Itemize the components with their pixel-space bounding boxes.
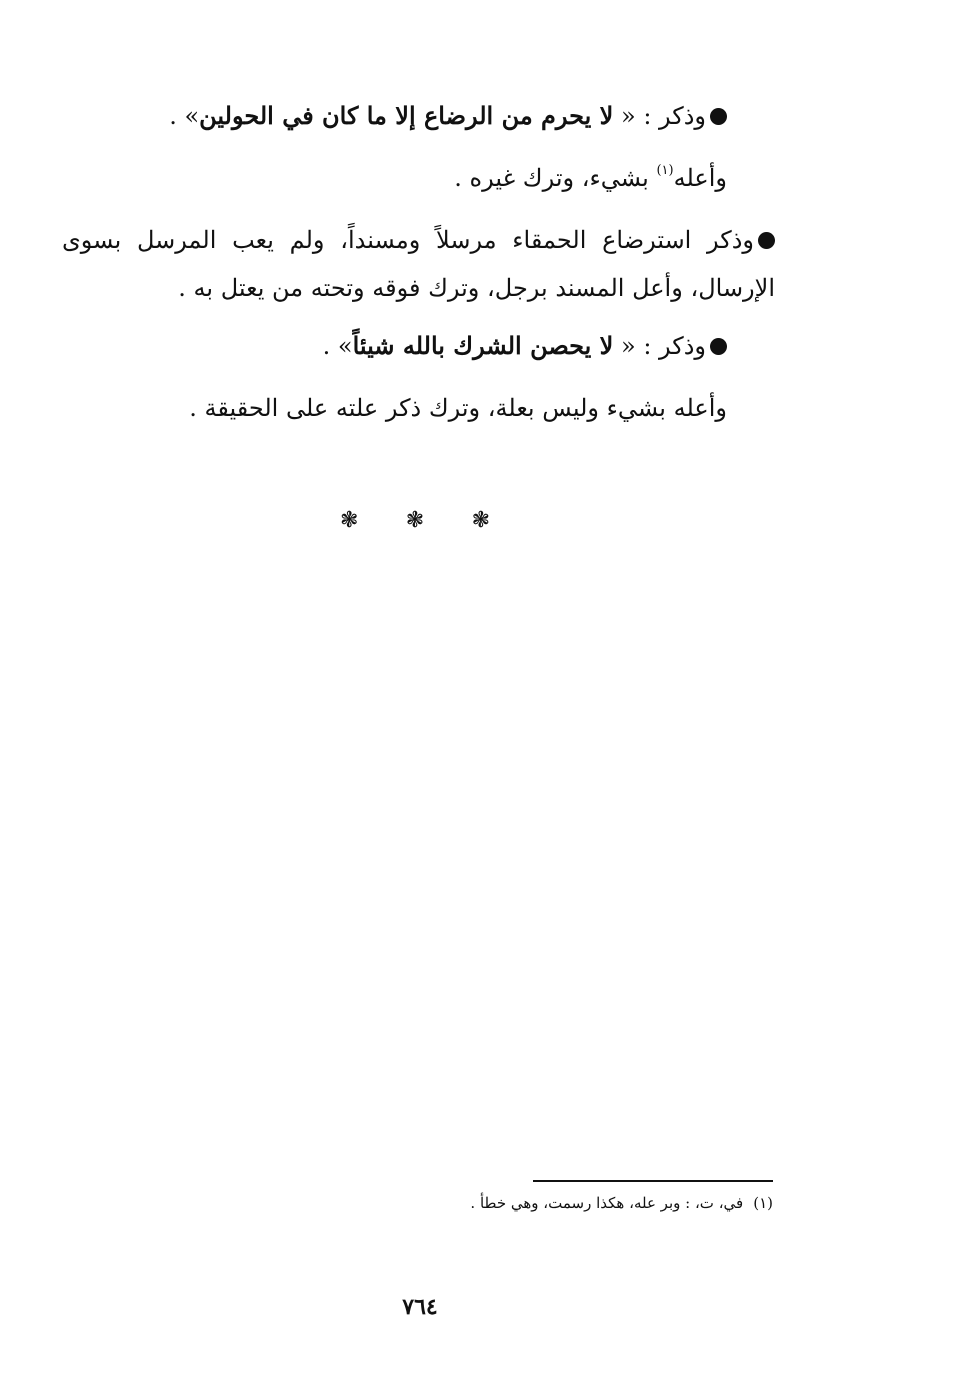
asterism-icon: ❃ <box>471 508 490 533</box>
hadith-text-1: لا يحرم من الرضاع إلا ما كان في الحولين <box>199 101 614 130</box>
paragraph-3-line-2 <box>178 270 775 306</box>
footnote-number: (١) <box>753 1194 773 1212</box>
paragraph-3-line-1 <box>62 222 775 258</box>
paragraph-2 <box>454 160 727 196</box>
footnote-divider <box>533 1180 773 1182</box>
paragraph-2-end: بشيء، وترك غيره . <box>454 164 657 192</box>
footnote-text: في، ت، : وبر عله، هكذا رسمت، وهي خطأ . <box>470 1194 744 1212</box>
bullet-icon <box>710 338 727 355</box>
page-number: ٧٦٤ <box>402 1294 438 1320</box>
bullet-icon <box>710 108 727 125</box>
section-separator <box>340 507 490 535</box>
paragraph-3-text-2: الإرسال، وأعل المسند برجل، وترك فوقه وتحته من يعتل به . <box>178 274 775 302</box>
asterism-icon: ❃ <box>405 508 425 533</box>
paragraph-5 <box>189 390 727 426</box>
hadith-text-2: لا يحصن الشرك بالله شيئاً <box>352 331 614 360</box>
paragraph-1 <box>169 98 727 134</box>
paragraph-2-start: وأعله <box>673 164 727 192</box>
footnote <box>470 1192 773 1214</box>
footnote-reference: (١) <box>656 163 674 178</box>
paragraph-1-intro: وذكر : « <box>621 102 706 130</box>
paragraph-4-closing: » . <box>322 332 353 360</box>
bullet-icon <box>758 232 775 249</box>
paragraph-4 <box>323 328 727 364</box>
paragraph-5-text: وأعله بشيء وليس بعلة، وترك ذكر علته على الحقيقة . <box>189 394 727 422</box>
paragraph-4-intro: وذكر : « <box>621 332 706 360</box>
asterism-icon: ❃ <box>340 508 359 533</box>
paragraph-3-text-1: وذكر استرضاع الحمقاء مرسلاً ومسنداً، ولم يعب المرسل بسوى <box>62 226 754 254</box>
paragraph-1-closing: » . <box>169 102 200 130</box>
